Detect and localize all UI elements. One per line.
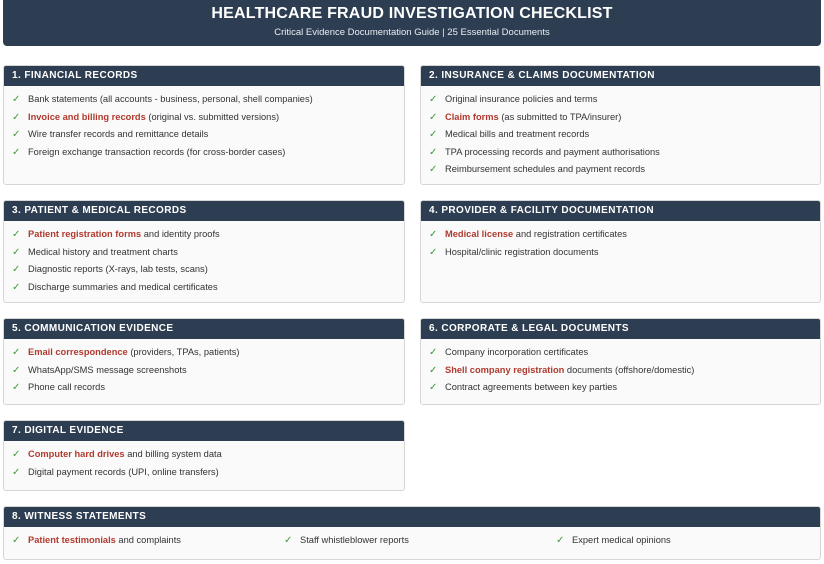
item-text: (providers, TPAs, patients) [127,347,240,357]
section-provider-facility [420,200,821,303]
check-icon: ✓ [12,281,21,293]
list-item [12,279,404,297]
item-highlight: Computer hard drives [28,449,125,459]
check-icon: ✓ [429,364,438,376]
check-icon: ✓ [429,347,438,358]
checklist [4,86,404,161]
section-corporate-legal [420,318,821,405]
list-item [429,379,820,397]
item-text: Medical history and treatment charts [28,246,178,257]
check-icon: ✓ [12,146,21,158]
section-title: 1. FINANCIAL RECORDS [4,66,404,86]
list-item [12,379,404,397]
list-item [556,532,671,550]
checklist [421,339,820,397]
section-title: 6. CORPORATE & LEGAL DOCUMENTS [421,319,820,339]
check-icon: ✓ [12,347,21,358]
item-highlight: Patient registration forms [28,229,142,239]
item-text: documents (offshore/domestic) [564,364,695,375]
section-title: 2. INSURANCE & CLAIMS DOCUMENTATION [421,66,820,86]
check-icon: ✓ [429,164,438,176]
check-icon: ✓ [429,229,438,240]
item-highlight: Patient testimonials [28,535,116,545]
list-item [12,91,404,109]
checklist [4,221,404,296]
check-icon: ✓ [12,466,21,478]
list-item [12,144,404,162]
checklist [4,339,404,397]
item-text: Expert medical opinions [572,535,671,545]
check-icon: ✓ [429,246,438,258]
check-icon: ✓ [284,535,293,546]
item-highlight: Claim forms [445,111,499,122]
item-highlight: Email correspondence [28,347,128,357]
check-icon: ✓ [12,382,21,394]
list-item [284,532,556,550]
item-text: Hospital/clinic registration documents [445,246,599,257]
section-title: 7. DIGITAL EVIDENCE [4,421,404,441]
item-text: (as submitted to TPA/insurer) [498,111,622,122]
list-item [12,244,404,262]
section-financial-records [3,65,405,185]
section-communication-evidence [3,318,405,405]
checklist [4,527,820,550]
check-icon: ✓ [429,146,438,158]
section-title: 4. PROVIDER & FACILITY DOCUMENTATION [421,201,820,221]
section-title: 8. WITNESS STATEMENTS [4,507,820,527]
check-icon: ✓ [556,535,565,546]
item-text: Medical bills and treatment records [445,129,590,140]
check-icon: ✓ [12,111,21,123]
check-icon: ✓ [12,246,21,258]
list-item [12,464,404,482]
list-item [12,362,404,380]
item-text: Wire transfer records and remittance details [28,129,209,140]
page-header [3,0,821,46]
checklist [4,441,404,481]
list-item [429,126,820,144]
item-text: Bank statements (all accounts - business, personal, shell companies) [28,94,313,104]
item-text: Reimbursement schedules and payment records [445,164,645,175]
item-text: TPA processing records and payment authorisations [445,146,660,157]
item-text: and registration certificates [513,229,627,239]
item-text: Foreign exchange transaction records (for cross-border cases) [28,146,286,157]
list-item [12,446,404,464]
item-text: WhatsApp/SMS message screenshots [28,364,187,375]
list-item [429,109,820,127]
item-highlight: Medical license [445,229,514,239]
list-item [429,362,820,380]
check-icon: ✓ [429,129,438,141]
checklist [421,221,820,261]
list-item [429,91,820,109]
section-title: 3. PATIENT & MEDICAL RECORDS [4,201,404,221]
item-text: and billing system data [124,449,222,459]
item-text: Digital payment records (UPI, online transfers) [28,466,219,477]
item-text: Diagnostic reports (X-rays, lab tests, scans) [28,264,208,275]
page-subtitle: Critical Evidence Documentation Guide | 25 Essential Documents [274,27,550,38]
list-item [12,532,284,550]
check-icon: ✓ [12,535,21,546]
item-text: Contract agreements between key parties [445,382,618,393]
section-insurance-claims [420,65,821,185]
section-witness-statements [3,506,821,560]
list-item [429,161,820,179]
item-text: and complaints [115,535,181,545]
section-digital-evidence [3,420,405,491]
page-title: HEALTHCARE FRAUD INVESTIGATION CHECKLIST [211,5,613,22]
list-item [12,344,404,362]
list-item [12,226,404,244]
checklist [421,86,820,179]
check-icon: ✓ [429,382,438,394]
check-icon: ✓ [429,94,438,105]
list-item [12,261,404,279]
check-icon: ✓ [12,229,21,240]
item-text: (original vs. submitted versions) [145,111,280,122]
item-highlight: Invoice and billing records [28,111,146,122]
check-icon: ✓ [12,449,21,460]
list-item [429,244,820,262]
list-item [12,109,404,127]
item-text: Staff whistleblower reports [300,535,409,545]
item-highlight: Shell company registration [445,364,565,375]
check-icon: ✓ [12,364,21,376]
list-item [429,144,820,162]
item-text: Company incorporation certificates [445,347,589,357]
list-item [429,226,820,244]
section-title: 5. COMMUNICATION EVIDENCE [4,319,404,339]
list-item [12,126,404,144]
item-text: and identity proofs [141,229,220,239]
item-text: Discharge summaries and medical certificates [28,281,218,292]
check-icon: ✓ [12,94,21,105]
item-text: Phone call records [28,382,105,393]
list-item [429,344,820,362]
check-icon: ✓ [12,129,21,141]
check-icon: ✓ [12,264,21,276]
section-patient-medical-records [3,200,405,303]
check-icon: ✓ [429,111,438,123]
item-text: Original insurance policies and terms [445,94,598,104]
